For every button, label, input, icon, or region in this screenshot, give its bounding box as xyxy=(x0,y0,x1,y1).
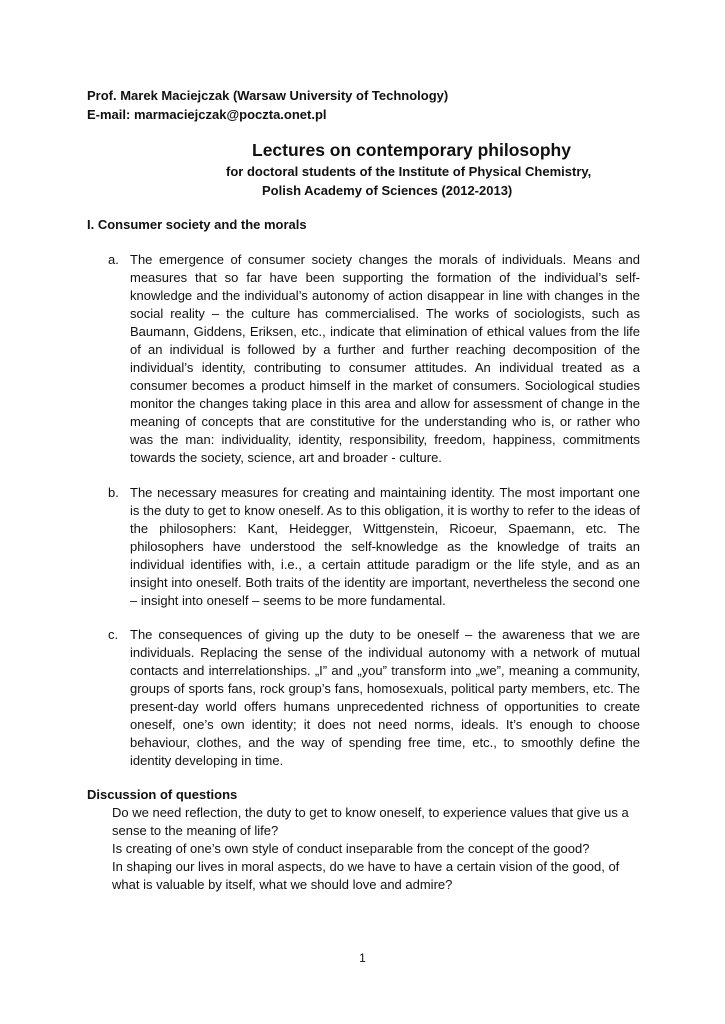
list-item-text: The consequences of giving up the duty to be oneself – the awareness that we are individuals. Replacing the sense of the individual autonomy with a network of mutual contacts and interrelationships. „I” and „you” transform into „we”, meaning a community, groups of sports fans, rock group’s fans, homosexuals, political party members, etc. The present-day world offers humans unprecedented richness of opportunities to create oneself, one’s own identity; it does not need norms, ideals. It’s enough to choose behaviour, clothes, and the way of spending free time, etc., to smoothly define the identity developing in time. xyxy=(130,627,640,768)
list-item-a xyxy=(108,251,640,467)
document-title: Lectures on contemporary philosophy xyxy=(252,140,571,160)
subtitle-line-1: for doctoral students of the Institute of Physical Chemistry, xyxy=(226,164,592,179)
discussion-section xyxy=(87,786,647,894)
subtitle-line-2: Polish Academy of Sciences (2012-2013) xyxy=(262,183,513,198)
list-item-c xyxy=(108,626,640,770)
list-item-text: The necessary measures for creating and maintaining identity. The most important one is the duty to get to know oneself. As to this obligation, it is worthy to refer to the ideas of the philosophers: Kant, Heidegger, Wittgenstein, Ricoeur, Spaemann, etc. The philosophers have understood the self-knowledge as the knowledge of traits an individual identifies with, i.e., a certain attitude paradigm or the life style, and as an insight into oneself. Both traits of the identity are important, nevertheless the second one – insight into oneself – seems to be more fundamental. xyxy=(130,485,640,608)
section-heading: I. Consumer society and the morals xyxy=(87,217,307,232)
email-line: E-mail: marmaciejczak@poczta.onet.pl xyxy=(87,107,327,122)
list-marker: a. xyxy=(108,252,119,267)
list-marker: c. xyxy=(108,627,119,642)
author-block xyxy=(87,86,448,124)
discussion-questions xyxy=(112,804,647,894)
page-number: 1 xyxy=(359,951,366,965)
list-item-text: The emergence of consumer society changes the morals of individuals. Means and measures that so far have been supporting the formation of the individual’s self-knowledge and the individual’s autonomy of action disappear in line with changes in the social reality – the culture has commercialised. The works of sociologists, such as Baumann, Giddens, Eriksen, etc., indicate that elimination of ethical values from the life of an individual is followed by a further and further reaching decomposition of the individual’s identity, contributing to consumer attitudes. An individual treated as a consumer becomes a product himself in the market of consumers. Sociological studies monitor the changes taking place in this area and allow for assessment of change in the meaning of concepts that are constitutive for the understanding who is, or rather who was the man: individuality, identity, responsibility, freedom, happiness, commitments towards the society, science, art and broader - culture. xyxy=(130,252,640,465)
discussion-question: Do we need reflection, the duty to get to know oneself, to experience values that give us a sense to the meaning of life? xyxy=(112,805,629,838)
discussion-heading: Discussion of questions xyxy=(87,787,238,802)
author-line: Prof. Marek Maciejczak (Warsaw University of Technology) xyxy=(87,88,449,103)
discussion-question: In shaping our lives in moral aspects, do we have to have a certain vision of the good, of what is valuable by itself, what we should love and admire? xyxy=(112,859,620,892)
list-item-b xyxy=(108,484,640,610)
list-marker: b. xyxy=(108,485,119,500)
discussion-question: Is creating of one’s own style of conduct inseparable from the concept of the good? xyxy=(112,841,590,856)
